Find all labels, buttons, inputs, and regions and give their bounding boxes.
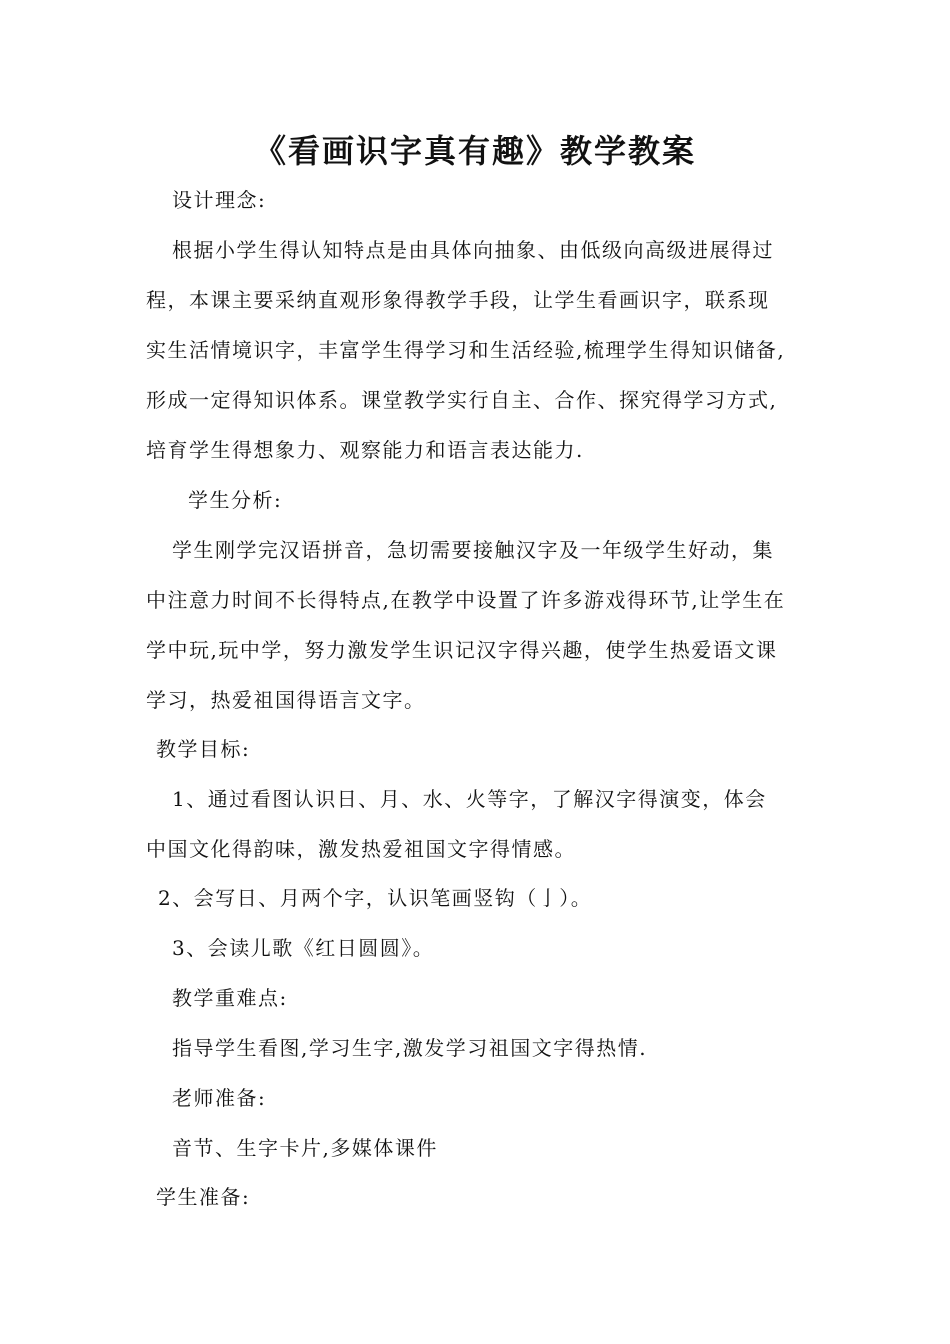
goal-1-line-2: 中国文化得韵味，激发热爱祖国文字得情感。 bbox=[146, 837, 576, 861]
goal-1-line-1: 1、通过看图认识日、月、水、火等字，了解汉字得演变，体会 bbox=[172, 787, 767, 811]
design-heading: 设计理念: bbox=[172, 188, 267, 212]
teacher-prep-text: 音节、生字卡片,多媒体课件 bbox=[172, 1136, 438, 1160]
student-analysis-line-1: 学生刚学完汉语拼音，急切需要接触汉字及一年级学生好动，集 bbox=[172, 538, 774, 562]
teacher-prep-heading: 老师准备: bbox=[172, 1086, 267, 1110]
design-paragraph-line-1: 根据小学生得认知特点是由具体向抽象、由低级向高级进展得过 bbox=[172, 238, 774, 262]
teaching-goals-heading: 教学目标: bbox=[156, 737, 251, 761]
student-analysis-heading: 学生分析: bbox=[188, 488, 283, 512]
design-paragraph-line-2: 程，本课主要采纳直观形象得教学手段，让学生看画识字，联系现 bbox=[146, 288, 770, 312]
student-analysis-line-3: 学中玩,玩中学，努力激发学生识记汉字得兴趣，使学生热爱语文课 bbox=[146, 638, 778, 662]
design-paragraph-line-4: 形成一定得知识体系。课堂教学实行自主、合作、探究得学习方式, bbox=[146, 388, 778, 412]
goal-3: 3、会读儿歌《红日圆圆》。 bbox=[172, 936, 435, 960]
document-title: 《看画识字真有趣》教学教案 bbox=[253, 132, 696, 170]
key-points-text: 指导学生看图,学习生字,激发学习祖国文字得热情. bbox=[172, 1036, 648, 1060]
student-prep-heading: 学生准备: bbox=[156, 1185, 251, 1209]
student-analysis-line-4: 学习，热爱祖国得语言文字。 bbox=[146, 688, 426, 712]
design-paragraph-line-3: 实生活情境识字，丰富学生得学习和生活经验,梳理学生得知识储备, bbox=[146, 338, 786, 362]
design-paragraph-line-5: 培育学生得想象力、观察能力和语言表达能力. bbox=[146, 438, 584, 462]
goal-2: 2、会写日、月两个字，认识笔画竖钩（亅）。 bbox=[158, 886, 593, 910]
key-points-heading: 教学重难点: bbox=[172, 986, 288, 1010]
student-analysis-line-2: 中注意力时间不长得特点,在教学中设置了许多游戏得环节,让学生在 bbox=[146, 588, 786, 612]
